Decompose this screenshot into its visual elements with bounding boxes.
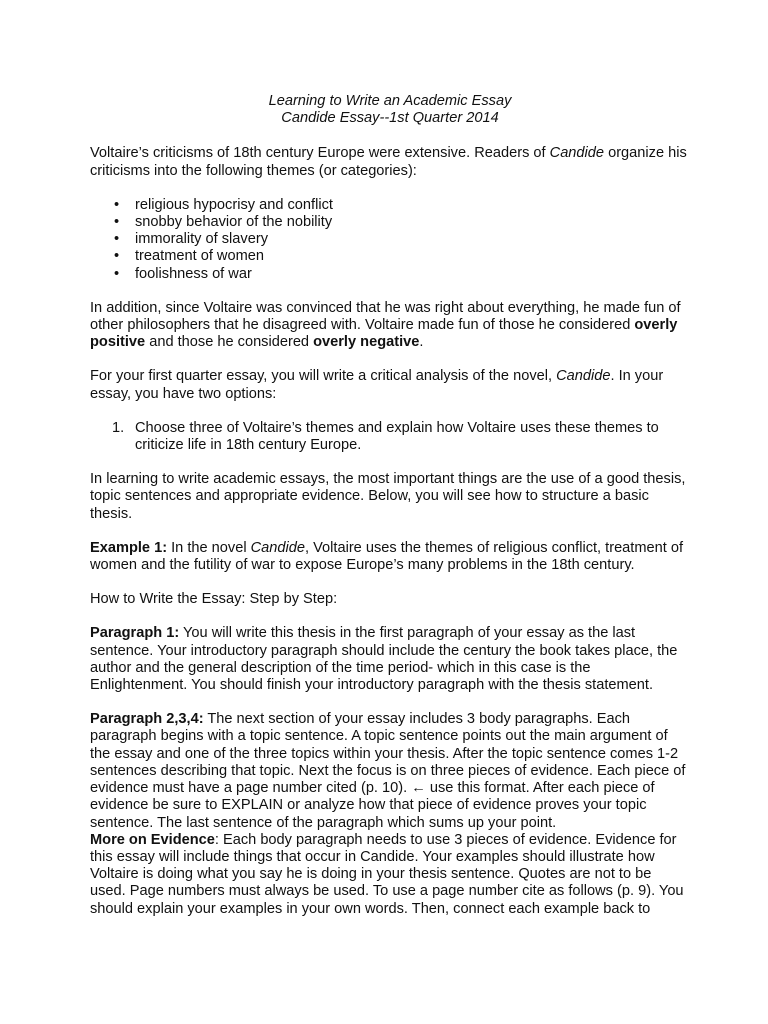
list-item (90, 248, 690, 265)
example-paragraph (90, 540, 690, 574)
bullet: • (114, 214, 120, 231)
list-item (90, 214, 690, 231)
learning-paragraph: In learning to write academic essays, the most important things are the use of a good thesis, topic sentences and appropriate evidence. Below, you will see how to structure a basic thesis. (90, 471, 686, 522)
addition-bold-1: overly positive (90, 317, 678, 351)
example-label: Example 1: (90, 539, 168, 556)
how-to-heading: How to Write the Essay: Step by Step: (90, 591, 338, 608)
title-line-1: Learning to Write an Academic Essay (268, 93, 512, 109)
addition-text-2: and those he considered (145, 334, 314, 351)
paragraph-1-text: You will write this thesis in the first paragraph of your essay as the last sentence. Your introductory paragraph should include the century the book takes place, the author and the general description of the time period- which in this case is the Enlightenment. You should finish your introductory paragraph with the thesis statement. (90, 625, 678, 694)
intro-paragraph (90, 145, 690, 179)
paragraph-234-text: The next section of your essay includes 3 body paragraphs. Each paragraph begins with a topic sentence. A topic sentence points out the main argument of the essay and one of the three topics within your thesis. After the topic sentence comes 1-2 sentences describing that topic. Next the focus is on three pieces of evidence. Each piece of evidence must have a page number cited (p. 10). ← use this format. After each piece of evidence be sure to EXPLAIN or analyze how that piece of evidence proves your topic sentence. The last sentence of the paragraph which sums up your point. (90, 711, 686, 831)
more-evidence-section (90, 832, 690, 918)
first-quarter-candide: Candide (556, 368, 611, 385)
theme-text: foolishness of war (135, 265, 252, 282)
list-item (90, 266, 690, 283)
title-line-2: Candide Essay--1st Quarter 2014 (281, 110, 499, 127)
option-number: 1. (112, 419, 125, 436)
addition-paragraph (90, 300, 690, 352)
bullet: • (114, 265, 120, 282)
theme-text: snobby behavior of the nobility (135, 214, 333, 231)
addition-text-1: In addition, since Voltaire was convinced that he was right about everything, he made fun of other philosophers that he disagreed with. Voltaire made fun of those he considered (90, 299, 681, 334)
theme-text: religious hypocrisy and conflict (135, 196, 333, 213)
paragraph-234-section (90, 711, 690, 831)
paragraph-1-label: Paragraph 1: (90, 625, 180, 642)
example-text-1: In the novel (167, 539, 251, 556)
theme-text: treatment of women (135, 248, 264, 265)
paragraph-234-label: Paragraph 2,3,4: (90, 711, 204, 728)
addition-text-3: . (419, 334, 424, 351)
bullet: • (114, 231, 120, 248)
list-item (90, 420, 690, 454)
addition-bold-2: overly negative (313, 334, 420, 351)
more-evidence-text: : Each body paragraph needs to use 3 pieces of evidence. Evidence for this essay will include things that occur in Candide. Your examples should illustrate how Voltaire is doing what you say he is doing in your thesis sentence. Quotes are not to be used. Page numbers must always be used. To use a page number cite as follows (p. 9). You should explain your examples in your own words. Then, connect each example back to (90, 831, 684, 917)
intro-candide: Candide (549, 145, 605, 162)
list-item (90, 231, 690, 248)
document-title (90, 93, 690, 127)
document-page (90, 93, 690, 918)
option-text: Choose three of Voltaire’s themes and explain how Voltaire uses these themes to criticize life in 18th century Europe. (135, 419, 659, 454)
more-evidence-label: More on Evidence (90, 831, 215, 848)
options-list (90, 420, 690, 454)
intro-text-2: organize his criticisms into the following themes (or categories): (90, 145, 687, 179)
themes-list (90, 197, 690, 283)
paragraph-1-section (90, 625, 690, 694)
bullet: • (114, 196, 120, 213)
theme-text: immorality of slavery (135, 231, 268, 248)
list-item (90, 197, 690, 214)
first-quarter-text-2: . In your essay, you have two options: (90, 368, 664, 402)
intro-text-1: Voltaire’s criticisms of 18th century Europe were extensive. Readers of (90, 145, 550, 162)
first-quarter-paragraph (90, 368, 690, 402)
first-quarter-text-1: For your first quarter essay, you will write a critical analysis of the novel, (90, 368, 557, 385)
example-candide: Candide (250, 539, 306, 556)
example-text-2: , Voltaire uses the themes of religious conflict, treatment of women and the futility of war to expose Europe’s many problems in the 18th century. (90, 539, 684, 574)
bullet: • (114, 248, 120, 265)
